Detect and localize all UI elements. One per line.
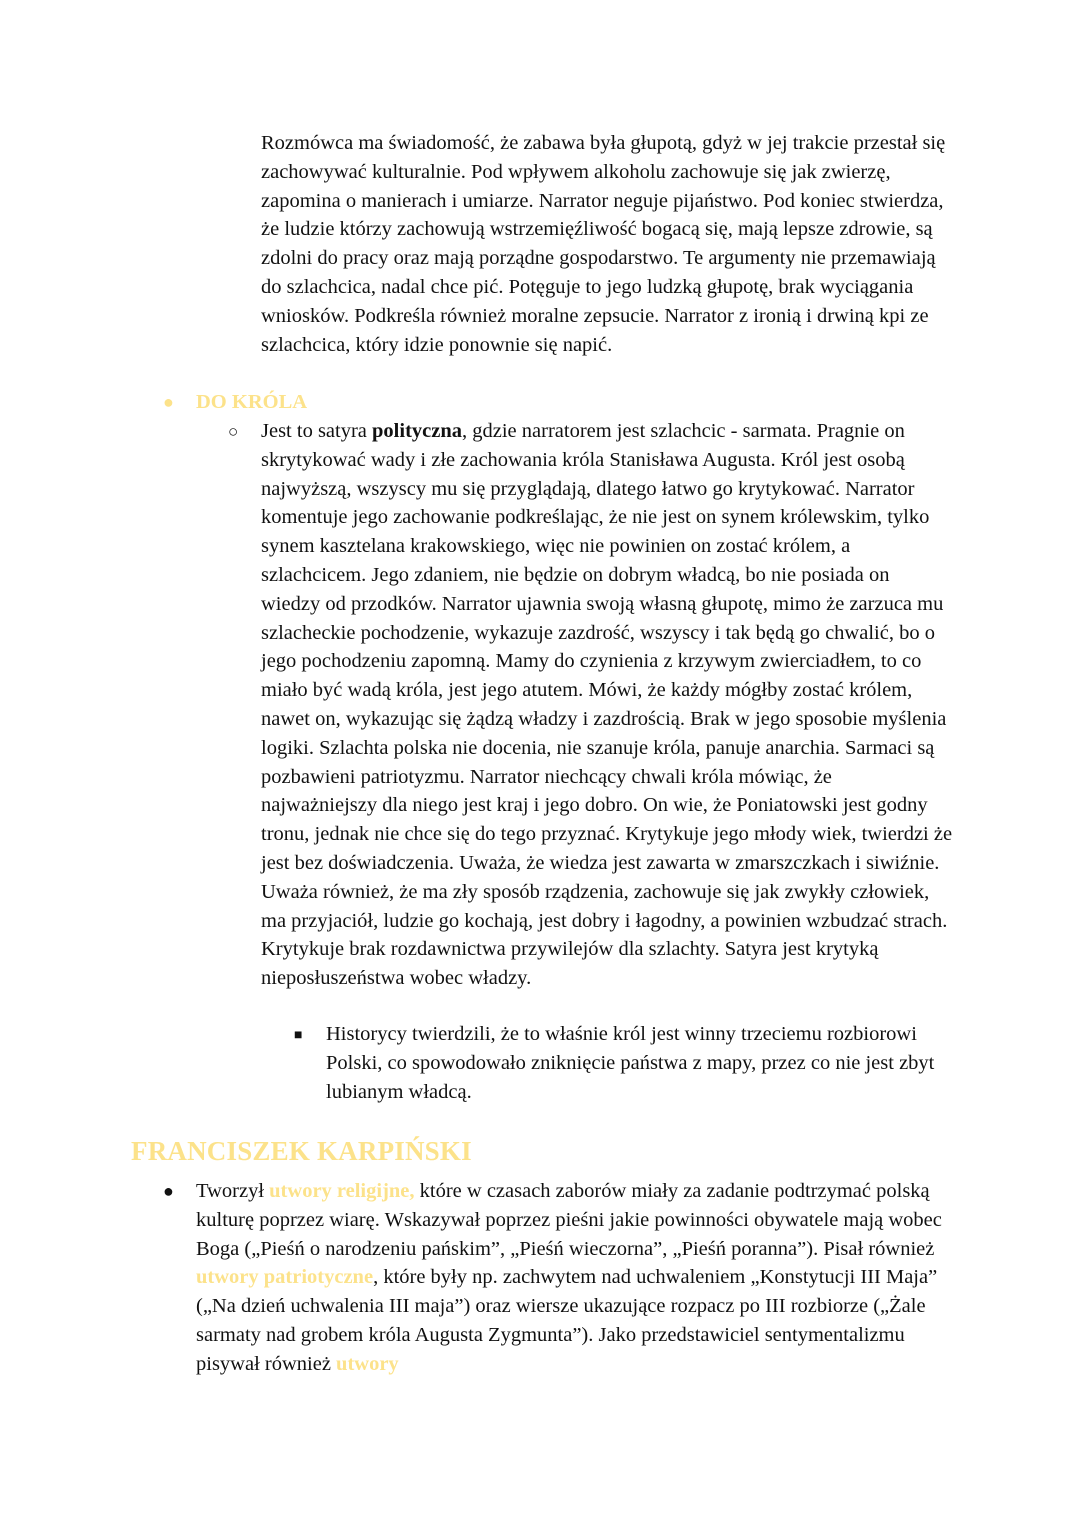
do-krola-heading: DO KRÓLA <box>196 391 308 413</box>
karpinski-text-1: Tworzył <box>196 1180 270 1202</box>
karpinski-text-3: , które były np. zachwytem nad uchwaleniem „Konstytucji III Maja” („Na dzień uchwalenia III maja”) oraz wiersze ukazujące rozpacz po III rozbiorze („Żale sarmaty nad grobem króla Augusta Zygmunta”). Jako przedstawiciel sentymentalizmu pisywał również <box>196 1266 938 1375</box>
karpinski-text-2: które w czasach zaborów miały za zadanie podtrzymać polską kulturę poprzez wiarę. Wskazywał poprzez pieśni jakie powinności obywatele mają wobec Boga („Pieśń o narodzeniu pańskim”, „Pieśń wieczorna”, „Pieśń poranna”). Pisał również <box>196 1180 942 1260</box>
do-krola-paragraph <box>261 417 953 993</box>
do-krola-para-rest: , gdzie narratorem jest szlachcic - sarmata. Pragnie on skrytykować wady i złe zachowania króla Stanisława Augusta. Król jest osobą najwyższą, wszyscy mu się przyglądają, dlatego łatwo go krytykować. Narrator komentuje jego zachowanie podkreślając, że nie jest on synem królewskim, tylko synem kasztelana krakowskiego, więc nie powinien on zostać królem, a szlachcicem. Jego zdaniem, nie będzie on dobrym władcą, bo nie posiada on wiedzy od przodków. Narrator ujawnia swoją własną głupotę, mimo że zarzuca mu szlacheckie pochodzenie, wykazuje zazdrość, wszyscy i tak będą go chwalić, bo o jego pochodzeniu zapomną. Mamy do czynienia z krzywym zwierciadłem, to co miało być wadą króla, jest jego atutem. Mówi, że każdy mógłby zostać królem, nawet on, wykazując się żądzą władzy i zazdrością. Brak w jego sposobie myślenia logiki. Szlachta polska nie docenia, nie szanuje króla, panuje anarchia. Sarmaci są pozbawieni patriotyzmu. Narrator niechcący chwali króla mówiąc, że najważniejszy dla niego jest kraj i jego dobro. On wie, że Poniatowski jest godny tronu, jednak nie chce się do tego przyznać. Krytykuje jego młody wiek, twierdzi że jest bez doświadczenia. Uważa, że wiedza jest zawarta w zmarszczkach i siwiźnie. Uważa również, że ma zły sposób rządzenia, zachowuje się jak zwykły człowiek, ma przyjaciół, ludzie go kochają, jest dobry i łagodny, a powinien wzbudzać strach. Krytykuje brak rozdawnictwa przywilejów dla szlachty. Satyra jest krytyką nieposłuszeństwa wobec władzy. <box>261 420 953 990</box>
do-krola-para-bold: polityczna <box>372 420 462 442</box>
bullet-dot-icon: ● <box>163 392 174 412</box>
karpinski-paragraph <box>196 1177 956 1379</box>
do-krola-para-start: Jest to satyra <box>261 420 373 442</box>
highlight-utwory: utwory <box>336 1352 399 1375</box>
bullet-square-icon: ■ <box>294 1028 303 1043</box>
highlight-patriotyczne: utwory patriotyczne <box>196 1266 374 1289</box>
continued-paragraph: Rozmówca ma świadomość, że zabawa była głupotą, gdyż w jej trakcie przestał się zachowywać kulturalnie. Pod wpływem alkoholu zachowuje się jak zwierzę, zapomina o manierach i umiarze. Narrator neguje pijaństwo. Pod koniec stwierdza, że ludzie którzy zachowują wstrzemięźliwość bogacą się, mają lepsze zdrowie, są zdolni do pracy oraz mają porządne gospodarstwo. Te argumenty nie przemawiają do szlachcica, nadal chce pić. Potęguje to jego ludzką głupotę, brak wyciągania wniosków. Podkreśla również moralne zepsucie. Narrator z ironią i drwiną kpi ze szlachcica, który idzie ponownie się napić. <box>261 132 946 356</box>
bullet-dot-icon: ● <box>163 1181 174 1201</box>
highlight-religijne: utwory religijne, <box>269 1180 415 1202</box>
historycy-sub-bullet: Historycy twierdzili, że to właśnie król jest winny trzeciemu rozbiorowi Polski, co spowodowało zniknięcie państwa z mapy, przez co nie jest zbyt lubianym władcą. <box>326 1023 935 1103</box>
bullet-circle-icon: ○ <box>228 422 239 441</box>
section-heading-karpinski: FRANCISZEK KARPIŃSKI <box>131 1136 472 1166</box>
